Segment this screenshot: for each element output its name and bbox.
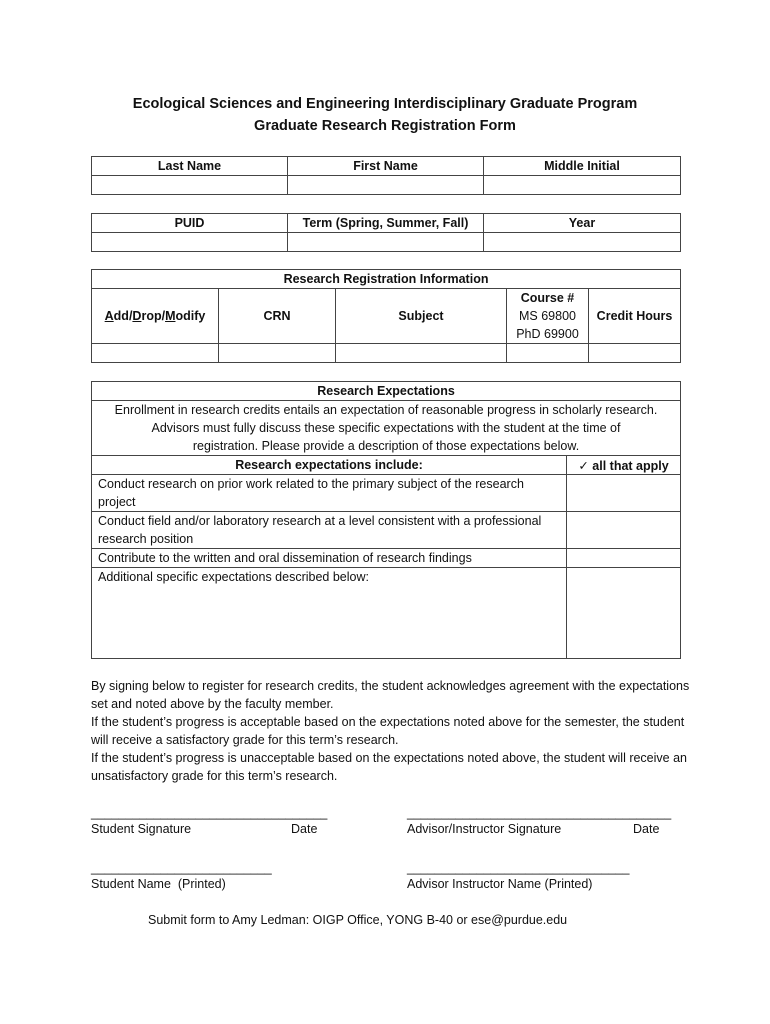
advisor-date-label: Date xyxy=(633,822,660,836)
student-signature-line[interactable]: __________________________________ xyxy=(91,806,328,820)
include-header: Research expectations include: xyxy=(92,456,567,475)
term-field[interactable] xyxy=(288,233,484,252)
middle-initial-header: Middle Initial xyxy=(484,157,681,176)
acknowledgement-p2: If the student’s progress is acceptable based on the expectations noted above for the semester, the student will receive a satisfactory grade for this term’s research. xyxy=(91,715,685,747)
course-header xyxy=(507,289,589,344)
student-name-label: Student Name (Printed) xyxy=(91,877,226,891)
student-date-label: Date xyxy=(291,822,318,836)
puid-header: PUID xyxy=(92,214,288,233)
add-drop-modify-header: Add/Drop/Modify xyxy=(92,289,219,344)
check-icon: ✓ xyxy=(578,458,589,473)
expectation-item-additional[interactable]: Additional specific expectations described below: xyxy=(92,568,567,659)
expectation-item: Conduct field and/or laboratory research at a level consistent with a professional research position xyxy=(92,512,567,549)
year-header: Year xyxy=(484,214,681,233)
crn-field[interactable] xyxy=(219,344,336,363)
subject-field[interactable] xyxy=(336,344,507,363)
submit-instructions: Submit form to Amy Ledman: OIGP Office, YONG B-40 or ese@purdue.edu xyxy=(148,913,568,927)
course-ms: MS 69800 xyxy=(519,309,576,323)
intro-line1: Enrollment in research credits entails an expectation of reasonable progress in scholarly research. xyxy=(114,403,658,417)
subject-header: Subject xyxy=(336,289,507,344)
puid-field[interactable] xyxy=(92,233,288,252)
advisor-signature-line[interactable]: ______________________________________ xyxy=(407,806,672,820)
expectations-title: Research Expectations xyxy=(92,382,681,401)
student-name-line[interactable]: __________________________ xyxy=(91,861,272,875)
name-table xyxy=(91,156,681,195)
check-header: ✓ all that apply xyxy=(567,456,681,475)
id-table xyxy=(91,213,681,252)
expectations-table xyxy=(91,381,681,659)
year-field[interactable] xyxy=(484,233,681,252)
first-name-header: First Name xyxy=(288,157,484,176)
expectation-item: Conduct research on prior work related to the primary subject of the research project xyxy=(92,475,567,512)
last-name-header: Last Name xyxy=(92,157,288,176)
expectation-check-4[interactable] xyxy=(567,568,681,659)
crn-header: CRN xyxy=(219,289,336,344)
expectation-check-2[interactable] xyxy=(567,512,681,549)
form-title-line1: Ecological Sciences and Engineering Interdisciplinary Graduate Program xyxy=(132,96,638,112)
expectations-intro xyxy=(92,401,681,456)
course-label: Course # xyxy=(520,291,575,305)
add-drop-modify-field[interactable] xyxy=(92,344,219,363)
middle-initial-field[interactable] xyxy=(484,176,681,195)
course-phd: PhD 69900 xyxy=(516,327,579,341)
credit-hours-field[interactable] xyxy=(589,344,681,363)
credit-hours-header: Credit Hours xyxy=(589,289,681,344)
intro-line2: Advisors must fully discuss these specific expectations with the student at the time of xyxy=(151,421,621,435)
expectation-check-3[interactable] xyxy=(567,549,681,568)
acknowledgement-p1: By signing below to register for research credits, the student acknowledges agreement with the expectations set and noted above by the faculty member. xyxy=(91,679,690,711)
form-title-line2: Graduate Research Registration Form xyxy=(254,118,516,134)
advisor-name-label: Advisor Instructor Name (Printed) xyxy=(407,877,593,891)
advisor-name-line[interactable]: ________________________________ xyxy=(407,861,630,875)
registration-table xyxy=(91,269,681,363)
first-name-field[interactable] xyxy=(288,176,484,195)
registration-title: Research Registration Information xyxy=(92,270,681,289)
term-header: Term (Spring, Summer, Fall) xyxy=(288,214,484,233)
expectation-check-1[interactable] xyxy=(567,475,681,512)
last-name-field[interactable] xyxy=(92,176,288,195)
expectation-item: Contribute to the written and oral dissemination of research findings xyxy=(92,549,567,568)
course-field[interactable] xyxy=(507,344,589,363)
advisor-signature-label: Advisor/Instructor Signature xyxy=(407,822,562,836)
intro-line3: registration. Please provide a description of those expectations below. xyxy=(192,439,580,453)
acknowledgement-p3: If the student’s progress is unacceptable based on the expectations noted above, the student will receive an unsatisfactory grade for this term’s research. xyxy=(91,751,687,783)
student-signature-label: Student Signature xyxy=(91,822,192,836)
